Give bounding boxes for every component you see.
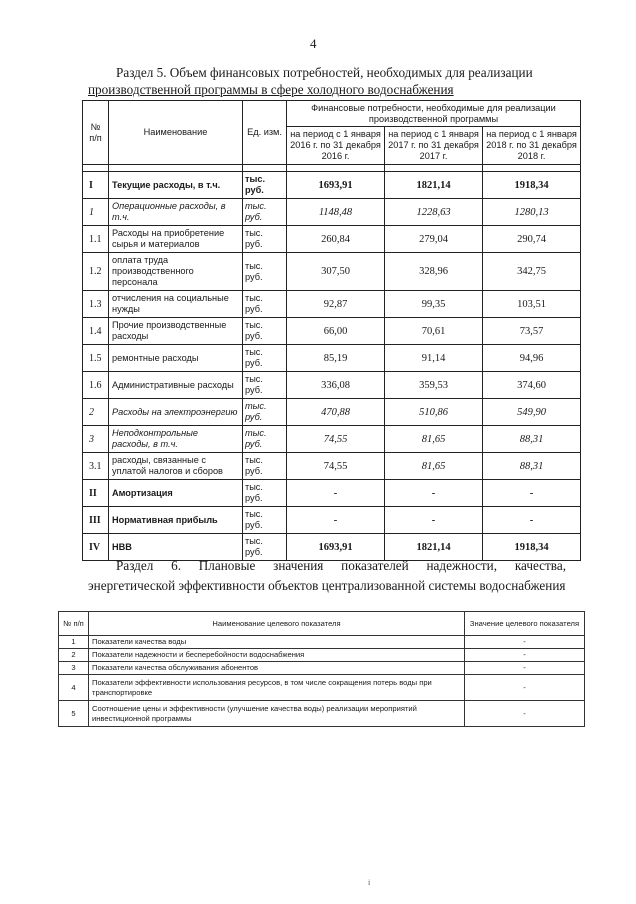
row-value-2018: 1918,34 [483,172,581,199]
row-name: НВВ [109,534,243,561]
row-value-2017: 279,04 [385,226,483,253]
row-value-2018: 73,57 [483,318,581,345]
table-row [59,636,585,649]
financial-needs-table [82,100,581,561]
col-num-header: № п/п [59,612,89,636]
col-period-2017: на период с 1 января 2017 г. по 31 декабря 2017 г. [385,127,483,165]
row-num: 2 [59,649,89,662]
row-value-2018: 549,90 [483,399,581,426]
row-num: I [83,172,109,199]
row-name: Расходы на электроэнергию [109,399,243,426]
row-value-2016: 85,19 [287,345,385,372]
row-name: Прочие производственные расходы [109,318,243,345]
table-row [59,649,585,662]
page-number: 4 [310,36,317,51]
row-value-2016: 92,87 [287,291,385,318]
row-num: 1 [83,199,109,226]
row-value-2016: 260,84 [287,226,385,253]
row-value-2017: 70,61 [385,318,483,345]
row-value-2018: 88,31 [483,426,581,453]
row-num: III [83,507,109,534]
row-value-2016: 74,55 [287,426,385,453]
row-value-2017: - [385,507,483,534]
row-value-2018: 1280,13 [483,199,581,226]
col-group-header: Финансовые потребности, необходимые для реализации производственной программы [287,101,581,127]
row-value-2018: - [483,507,581,534]
row-value-2016: 470,88 [287,399,385,426]
col-value-header: Значение целевого показателя [465,612,585,636]
row-name: Показатели эффективности использования ресурсов, в том числе сокращения потерь воды при транспортировке [89,675,465,701]
row-unit: тыс. руб. [243,345,287,372]
row-unit: тыс. руб. [243,372,287,399]
table-row [59,662,585,675]
row-num: 1 [59,636,89,649]
row-num: 2 [83,399,109,426]
row-value-2016: 1693,91 [287,172,385,199]
row-name: отчисления на социальные нужды [109,291,243,318]
row-value-2018: 342,75 [483,253,581,291]
row-unit: тыс. руб. [243,399,287,426]
row-name: Соотношение цены и эффективности (улучшение качества воды) реализации мероприятий инвестиционной программы [89,701,465,727]
row-value-2017: 359,53 [385,372,483,399]
row-unit: тыс. руб. [243,534,287,561]
row-num: 4 [59,675,89,701]
row-name: Нормативная прибыль [109,507,243,534]
row-name: расходы, связанные с уплатой налогов и сборов [109,453,243,480]
row-value-2017: 1821,14 [385,534,483,561]
row-unit: тыс. руб. [243,480,287,507]
table-row [83,480,581,507]
row-unit: тыс. руб. [243,426,287,453]
row-value-2016: 1693,91 [287,534,385,561]
table-row [83,318,581,345]
row-value-2016: 74,55 [287,453,385,480]
row-value-2018: 88,31 [483,453,581,480]
row-name: Показатели надежности и бесперебойности водоснабжения [89,649,465,662]
row-name: Операционные расходы, в т.ч. [109,199,243,226]
row-name: ремонтные расходы [109,345,243,372]
table-row [83,172,581,199]
row-num: 1.3 [83,291,109,318]
row-value-2017: - [385,480,483,507]
row-value-2018: - [483,480,581,507]
col-period-2016: на период с 1 января 2016 г. по 31 декабря 2016 г. [287,127,385,165]
row-name: Амортизация [109,480,243,507]
row-value: - [465,649,585,662]
section6-heading [88,556,566,596]
row-value-2018: 290,74 [483,226,581,253]
section5-heading-line2: производственной программы в сфере холодного водоснабжения [88,82,454,97]
row-value-2018: 103,51 [483,291,581,318]
table-row [83,453,581,480]
row-value-2018: 1918,34 [483,534,581,561]
row-num: II [83,480,109,507]
table-row [83,399,581,426]
row-unit: тыс. руб. [243,199,287,226]
row-value-2016: - [287,480,385,507]
table-row [83,253,581,291]
col-name-header: Наименование [109,101,243,165]
section6-heading-text: Раздел 6. Плановые значения показателей надежности, качества, энергетической эффективности объектов централизованной системы водоснабжения [88,558,566,593]
col-unit-header: Ед. изм. [243,101,287,165]
row-num: 1.2 [83,253,109,291]
col-period-2018: на период с 1 января 2018 г. по 31 декабря 2018 г. [483,127,581,165]
row-value-2016: - [287,507,385,534]
table-row [59,675,585,701]
row-unit: тыс. руб. [243,253,287,291]
table-row [83,426,581,453]
row-unit: тыс. руб. [243,291,287,318]
row-unit: тыс. руб. [243,172,287,199]
row-num: 5 [59,701,89,727]
row-name: Неподконтрольные расходы, в т.ч. [109,426,243,453]
row-value: - [465,662,585,675]
section5-heading-line1: Раздел 5. Объем финансовых потребностей, необходимых для реализации [116,65,533,80]
row-value-2016: 66,00 [287,318,385,345]
row-value-2016: 336,08 [287,372,385,399]
table-spacer-row [83,165,581,172]
row-value-2016: 307,50 [287,253,385,291]
row-name: Показатели качества обслуживания абонентов [89,662,465,675]
row-num: 3.1 [83,453,109,480]
row-value-2018: 374,60 [483,372,581,399]
row-value: - [465,636,585,649]
table-row [83,291,581,318]
table-header-row [59,612,585,636]
row-num: 1.5 [83,345,109,372]
row-value-2017: 81,65 [385,453,483,480]
row-value-2017: 91,14 [385,345,483,372]
row-value: - [465,701,585,727]
row-num: 3 [83,426,109,453]
row-num: IV [83,534,109,561]
footer-mark: i [368,878,371,887]
table-row [83,226,581,253]
section5-heading [88,64,578,98]
row-value-2017: 510,86 [385,399,483,426]
row-value-2017: 99,35 [385,291,483,318]
target-indicators-table [58,611,585,727]
table-row [59,701,585,727]
col-num-header: № п/п [83,101,109,165]
row-name: Административные расходы [109,372,243,399]
row-name: оплата труда производственного персонала [109,253,243,291]
table-row [83,372,581,399]
table-row [83,345,581,372]
row-num: 3 [59,662,89,675]
table-header-row [83,101,581,127]
col-name-header: Наименование целевого показателя [89,612,465,636]
row-num: 1.6 [83,372,109,399]
row-value: - [465,675,585,701]
row-num: 1.4 [83,318,109,345]
row-value-2017: 81,65 [385,426,483,453]
row-value-2017: 1821,14 [385,172,483,199]
row-name: Расходы на приобретение сырья и материалов [109,226,243,253]
row-value-2017: 328,96 [385,253,483,291]
row-num: 1.1 [83,226,109,253]
row-unit: тыс. руб. [243,507,287,534]
row-name: Текущие расходы, в т.ч. [109,172,243,199]
row-unit: тыс. руб. [243,226,287,253]
table-row [83,507,581,534]
row-value-2017: 1228,63 [385,199,483,226]
row-unit: тыс. руб. [243,318,287,345]
row-name: Показатели качества воды [89,636,465,649]
table-row [83,199,581,226]
row-value-2016: 1148,48 [287,199,385,226]
row-unit: тыс. руб. [243,453,287,480]
row-value-2018: 94,96 [483,345,581,372]
